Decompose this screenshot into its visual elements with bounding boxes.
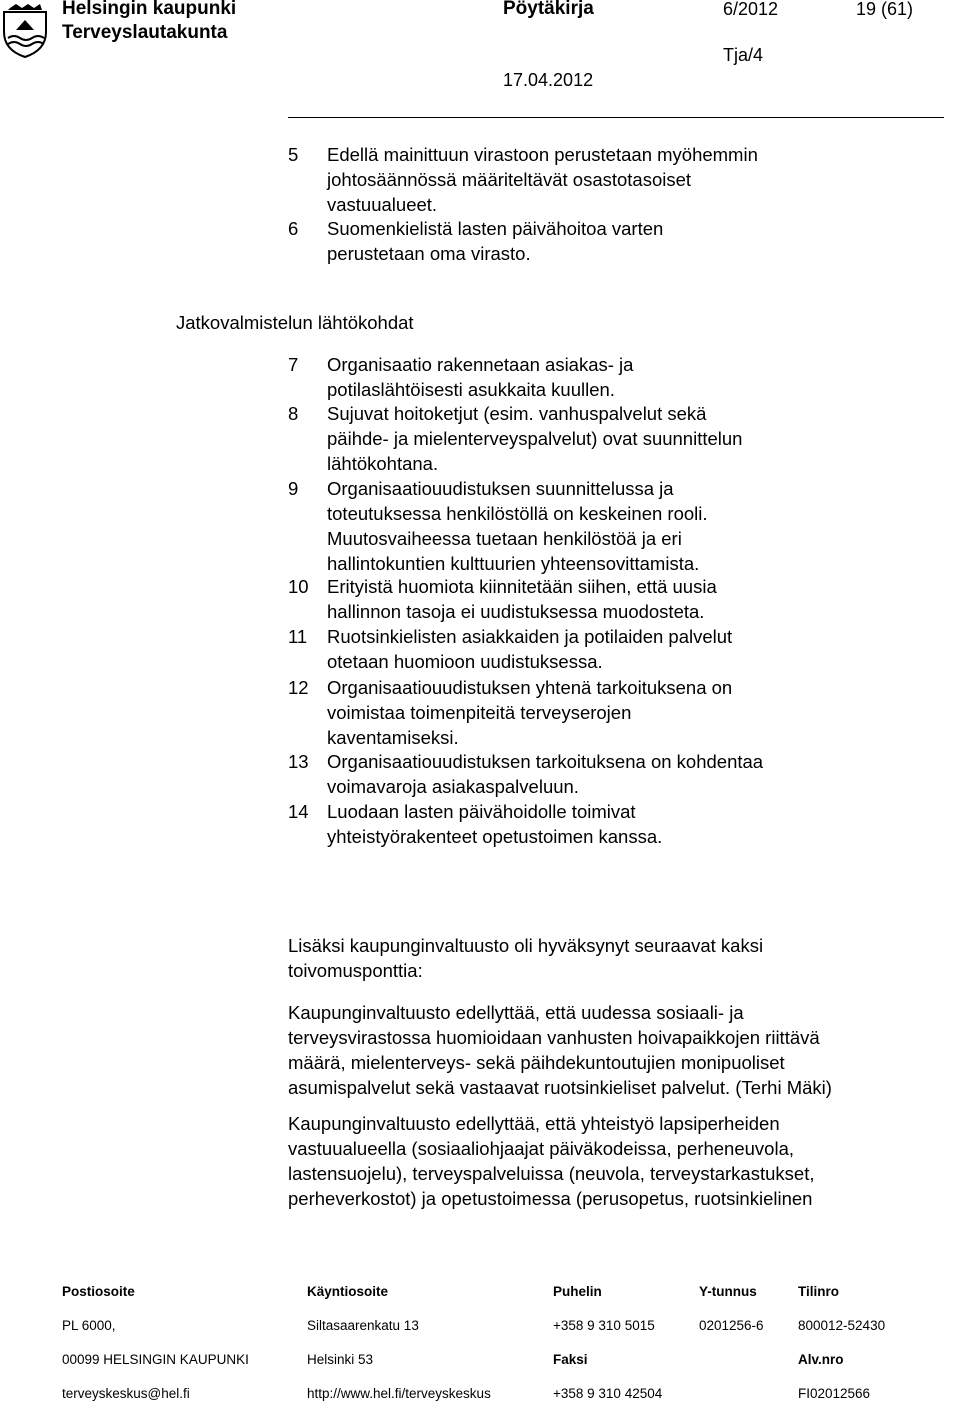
item-number: 11 [288,626,308,647]
footer-account: Tilinro 800012-52430 Alv.nro FI02012566 [798,1284,886,1401]
list-item [288,749,928,799]
list-item [288,624,928,674]
list-item [288,799,928,849]
item-number: 5 [288,144,299,165]
paragraph-pledge-2: Kaupunginvaltuusto edellyttää, että yhteistyö lapsiperheiden vastuualueella (sosiaaliohjaajat päiväkodeissa, perheneuvola, lastensuojelu), terveyspalveluissa (neuvola, terveystarkastukset, perheverkostot) ja opetustoimessa (perusopetus, ruotsinkielinen [288,1113,815,1209]
item-text: Organisaatio rakennetaan asiakas- ja potilaslähtöisesti asukkaita kuullen. [327,354,634,400]
item-number: 12 [288,677,309,698]
item-text: Ruotsinkielisten asiakkaiden ja potilaiden palvelut otetaan huomioon uudistuksessa. [327,626,733,672]
subheading: Jatkovalmistelun lähtökohdat [176,312,414,333]
list-item [288,216,928,266]
list-item [288,476,928,576]
item-text: Organisaatiouudistuksen yhtenä tarkoituksena on voimistaa toimenpiteitä terveyserojen kaventamiseksi. [327,677,733,748]
footer-phone: Puhelin +358 9 310 5015 Faksi +358 9 310 42504 [553,1284,663,1401]
footer-visit-address: Käyntiosoite Siltasaarenkatu 13 Helsinki 53 http://www.hel.fi/terveyskeskus [307,1284,491,1401]
footer-business-id: Y-tunnus 0201256-6 [699,1284,764,1333]
footer-heading: Tilinro [798,1284,840,1299]
item-text: Organisaatiouudistuksen tarkoituksena on kohdentaa voimavaroja asiakaspalveluun. [327,751,764,797]
list-item [288,574,928,624]
footer-email: terveyskeskus@hel.fi [62,1386,190,1401]
item-text: Organisaatiouudistuksen suunnittelussa ja toteutuksessa henkilöstöllä on keskeinen rooli. Muutosvaiheessa tuetaan henkilöstöä ja eri hallintokuntien kulttuurien yhteensovittamista. [327,478,708,574]
item-text: Suomenkielistä lasten päivähoitoa varten perustetaan oma virasto. [327,218,664,264]
list-item [288,675,928,750]
footer-url: http://www.hel.fi/terveyskeskus [307,1386,491,1401]
list-item [288,401,928,476]
item-text: Luodaan lasten päivähoidolle toimivat yhteistyörakenteet opetustoimen kanssa. [327,801,663,847]
paragraph-pledge-1: Kaupunginvaltuusto edellyttää, että uudessa sosiaali- ja terveysvirastossa huomioidaan vanhusten hoivapaikkojen riittävä määrä, mielenterveys- sekä päihdekuntoutujien monipuoliset asumispalvelut sekä vastaavat ruotsinkieliset palvelut. (Terhi Mäki) [288,1002,832,1098]
minutes-number: 6/2012 [723,0,779,19]
meeting-date: 17.04.2012 [503,70,594,90]
list-item [288,352,928,402]
page-number: 19 (61) [856,0,914,19]
item-number: 9 [288,478,299,499]
footer-heading: Postiosoite [62,1284,135,1299]
header-divider [288,117,944,118]
board-name: Terveyslautakunta [62,22,228,43]
item-number: 14 [288,801,309,822]
item-number: 8 [288,403,299,424]
document-type: Pöytäkirja [503,0,594,19]
footer-heading: Käyntiosoite [307,1284,389,1299]
item-number: 10 [288,576,309,597]
city-name: Helsingin kaupunki [62,0,237,19]
item-number: 6 [288,218,299,239]
helsinki-crest-logo [2,2,48,58]
footer-postal-address: Postiosoite PL 6000, 00099 HELSINGIN KAUPUNKI terveyskeskus@hel.fi [62,1284,249,1401]
footer-heading: Faksi [553,1352,588,1367]
list-item [288,142,928,217]
item-text: Erityistä huomiota kiinnitetään siihen, että uusia hallinnon tasoja ei uudistuksessa muodosteta. [327,576,717,622]
item-number: 7 [288,354,299,375]
item-text: Edellä mainittuun virastoon perustetaan myöhemmin johtosäännössä määriteltävät osastotasoiset vastuualueet. [327,144,758,215]
footer-heading: Puhelin [553,1284,602,1299]
item-number: 13 [288,751,309,772]
footer-heading: Alv.nro [798,1352,844,1367]
paragraph-intro: Lisäksi kaupunginvaltuusto oli hyväksynyt seuraavat kaksi toivomusponttia: [288,935,764,981]
section-code: Tja/4 [723,45,764,65]
footer-heading: Y-tunnus [699,1284,757,1299]
item-text: Sujuvat hoitoketjut (esim. vanhuspalvelut sekä päihde- ja mielenterveyspalvelut) ovat suunnittelun lähtökohtana. [327,403,743,474]
